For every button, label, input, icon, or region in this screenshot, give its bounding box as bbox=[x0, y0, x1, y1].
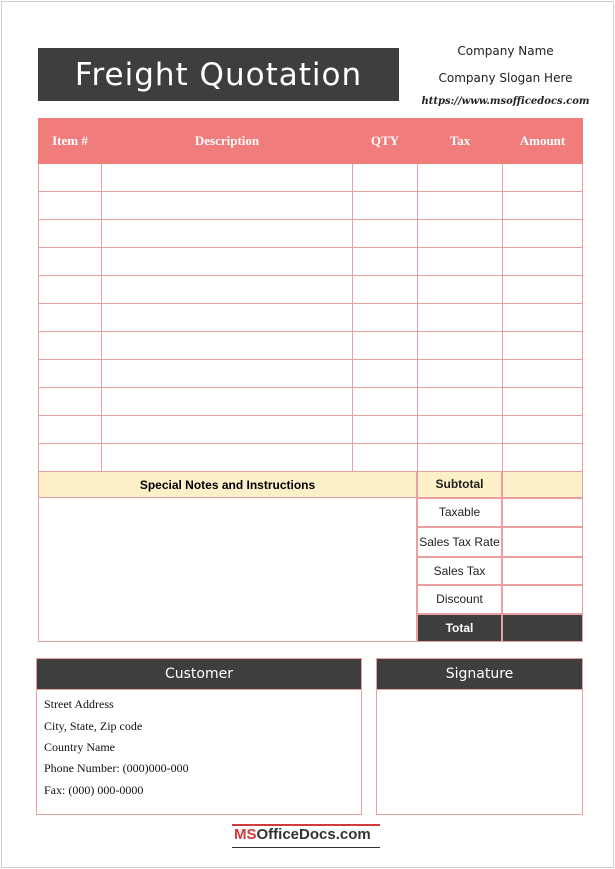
amount-cell[interactable] bbox=[503, 164, 583, 192]
description-cell[interactable] bbox=[102, 276, 353, 304]
item-cell[interactable] bbox=[39, 332, 102, 360]
sales-tax-label: Sales Tax bbox=[417, 557, 502, 585]
qty-cell[interactable] bbox=[353, 332, 418, 360]
item-cell[interactable] bbox=[39, 164, 102, 192]
amount-cell[interactable] bbox=[503, 276, 583, 304]
item-cell[interactable] bbox=[39, 276, 102, 304]
tax-cell[interactable] bbox=[418, 416, 503, 444]
customer-country: Country Name bbox=[44, 740, 115, 754]
table-row bbox=[39, 416, 583, 444]
qty-cell[interactable] bbox=[353, 276, 418, 304]
item-cell[interactable] bbox=[39, 388, 102, 416]
header-qty: QTY bbox=[353, 119, 418, 164]
item-cell[interactable] bbox=[39, 220, 102, 248]
table-row bbox=[39, 360, 583, 388]
amount-cell[interactable] bbox=[503, 192, 583, 220]
description-cell[interactable] bbox=[102, 416, 353, 444]
tax-cell[interactable] bbox=[418, 332, 503, 360]
tax-cell[interactable] bbox=[418, 192, 503, 220]
item-cell[interactable] bbox=[39, 304, 102, 332]
item-cell[interactable] bbox=[39, 192, 102, 220]
taxable-value[interactable] bbox=[502, 498, 583, 527]
qty-cell[interactable] bbox=[353, 388, 418, 416]
total-value[interactable] bbox=[502, 614, 583, 642]
sales-tax-rate-value[interactable] bbox=[502, 527, 583, 557]
items-header-row bbox=[39, 119, 583, 164]
qty-cell[interactable] bbox=[353, 220, 418, 248]
msofficedocs-logo: MSOfficeDocs.com bbox=[234, 826, 371, 843]
tax-cell[interactable] bbox=[418, 360, 503, 388]
header-description: Description bbox=[102, 119, 353, 164]
table-row bbox=[39, 192, 583, 220]
signature-area[interactable] bbox=[376, 690, 583, 815]
total-label: Total bbox=[417, 614, 502, 642]
amount-cell[interactable] bbox=[503, 304, 583, 332]
taxable-label: Taxable bbox=[417, 498, 502, 527]
table-row bbox=[39, 164, 583, 192]
table-row bbox=[39, 220, 583, 248]
sales-tax-value[interactable] bbox=[502, 557, 583, 585]
item-cell[interactable] bbox=[39, 248, 102, 276]
sales-tax-rate-label: Sales Tax Rate bbox=[417, 527, 502, 557]
document-title: Freight Quotation bbox=[38, 48, 399, 101]
signature-heading: Signature bbox=[376, 658, 583, 690]
table-row bbox=[39, 304, 583, 332]
tax-cell[interactable] bbox=[418, 304, 503, 332]
qty-cell[interactable] bbox=[353, 304, 418, 332]
description-cell[interactable] bbox=[102, 304, 353, 332]
amount-cell[interactable] bbox=[503, 416, 583, 444]
table-row bbox=[39, 444, 583, 472]
table-row bbox=[39, 388, 583, 416]
logo-bottom-line bbox=[232, 847, 380, 848]
amount-cell[interactable] bbox=[503, 444, 583, 472]
customer-fax: Fax: (000) 000-0000 bbox=[44, 783, 144, 797]
subtotal-label: Subtotal bbox=[417, 471, 502, 498]
header-item-number: Item # bbox=[39, 119, 102, 164]
amount-cell[interactable] bbox=[503, 332, 583, 360]
subtotal-value[interactable] bbox=[502, 471, 583, 498]
qty-cell[interactable] bbox=[353, 444, 418, 472]
description-cell[interactable] bbox=[102, 388, 353, 416]
qty-cell[interactable] bbox=[353, 360, 418, 388]
items-table bbox=[38, 118, 583, 472]
table-row bbox=[39, 248, 583, 276]
discount-label: Discount bbox=[417, 585, 502, 614]
discount-value[interactable] bbox=[502, 585, 583, 614]
description-cell[interactable] bbox=[102, 220, 353, 248]
tax-cell[interactable] bbox=[418, 388, 503, 416]
company-url[interactable]: https://www.msofficedocs.com bbox=[421, 96, 590, 107]
description-cell[interactable] bbox=[102, 360, 353, 388]
table-row bbox=[39, 332, 583, 360]
tax-cell[interactable] bbox=[418, 444, 503, 472]
tax-cell[interactable] bbox=[418, 248, 503, 276]
notes-heading: Special Notes and Instructions bbox=[38, 471, 417, 498]
customer-heading: Customer bbox=[36, 658, 362, 690]
qty-cell[interactable] bbox=[353, 164, 418, 192]
amount-cell[interactable] bbox=[503, 360, 583, 388]
item-cell[interactable] bbox=[39, 416, 102, 444]
customer-phone: Phone Number: (000)000-000 bbox=[44, 761, 189, 775]
amount-cell[interactable] bbox=[503, 388, 583, 416]
amount-cell[interactable] bbox=[503, 248, 583, 276]
tax-cell[interactable] bbox=[418, 276, 503, 304]
qty-cell[interactable] bbox=[353, 248, 418, 276]
description-cell[interactable] bbox=[102, 164, 353, 192]
description-cell[interactable] bbox=[102, 332, 353, 360]
description-cell[interactable] bbox=[102, 248, 353, 276]
notes-area[interactable] bbox=[38, 498, 417, 642]
tax-cell[interactable] bbox=[418, 220, 503, 248]
customer-street: Street Address bbox=[44, 697, 114, 711]
qty-cell[interactable] bbox=[353, 416, 418, 444]
header-amount: Amount bbox=[503, 119, 583, 164]
company-slogan: Company Slogan Here bbox=[438, 71, 573, 85]
header-tax: Tax bbox=[418, 119, 503, 164]
qty-cell[interactable] bbox=[353, 192, 418, 220]
amount-cell[interactable] bbox=[503, 220, 583, 248]
item-cell[interactable] bbox=[39, 444, 102, 472]
description-cell[interactable] bbox=[102, 444, 353, 472]
customer-city: City, State, Zip code bbox=[44, 719, 143, 733]
tax-cell[interactable] bbox=[418, 164, 503, 192]
item-cell[interactable] bbox=[39, 360, 102, 388]
description-cell[interactable] bbox=[102, 192, 353, 220]
table-row bbox=[39, 276, 583, 304]
company-name: Company Name bbox=[457, 44, 554, 58]
